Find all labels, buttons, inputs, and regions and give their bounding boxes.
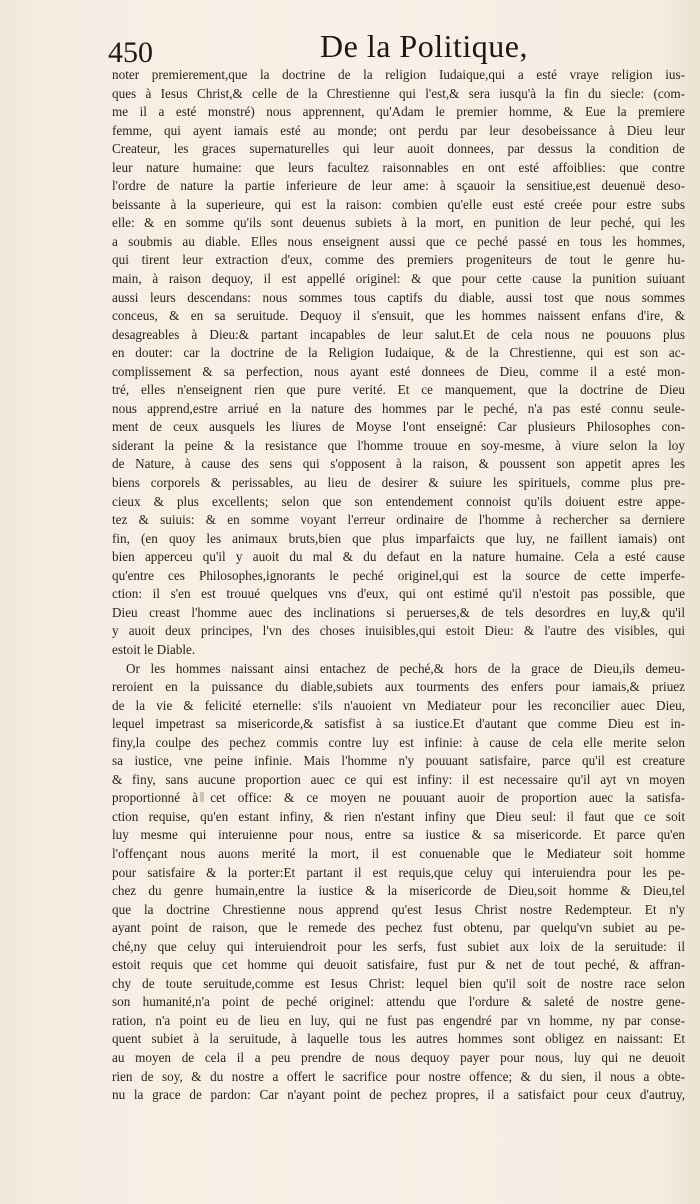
text-line: conceus, & en sa seruitude. Dequoy il s'ensuit, que les hommes naissent enfans d'ire, & (112, 308, 685, 324)
body-text (112, 66, 685, 1105)
text-line: sa iustice, vne peine infinie. Mais l'homme n'y pouuant satisfaire, parce qu'il est creature (112, 753, 685, 769)
text-line: desagreables à Dieu:& partant incapables de leur salut.Et de cela nous ne pouuons plus (112, 326, 685, 342)
text-line: de Nature, à cause des sens qui s'opposent à la raison, & poussent son appetit apres les (112, 456, 685, 472)
text-line: nu la grace de pardon: Car n'ayant point de pechez propres, il a satisfaict pour ceux d'autruy, (112, 1087, 685, 1103)
page-number: 450 (108, 36, 153, 69)
text-line: tré, elles n'enseignent rien que pure verité. Et ce manquement, que la doctrine de Dieu (112, 382, 685, 398)
text-line: Or les hommes naissant ainsi entachez de peché,& hors de la grace de Dieu,ils demeu- (126, 660, 685, 676)
text-line: Createur, les graces supernaturelles qui leur auoit donnees, par dessus la condition de (112, 141, 685, 157)
text-line: aussi leurs descendans: nous sommes tous captifs du diable, aussi tost que nous sommes (112, 289, 685, 305)
text-line: estoit requis que cet homme qui deuoit satisfaire, fust pur & net de tout peché, & affran- (112, 957, 685, 973)
text-line: luy mesme qui interuienne pour nous, entre sa iustice & sa misericorde. Et parce qu'en (112, 827, 685, 843)
text-line: Dieu creast l'homme auec des inclinations si peruerses,& de tels desordres en luy,& qu'il (112, 604, 685, 620)
page-header (108, 28, 688, 68)
ink-smudge (200, 792, 204, 802)
text-line: ction requise, qu'en estant infiny, & rien n'estant infiny que Dieu seul: il faut que ce soit (112, 808, 685, 824)
text-line: & finy, sans aucune proportion auec ce qui est infiny: il est necessaire qu'il ayt vn moyen (112, 771, 685, 787)
text-line: l'offençant nous auons merité la mort, il est conuenable que le Mediateur soit homme (112, 845, 685, 861)
text-line: noter premierement,que la doctrine de la religion Iudaique,qui a esté vraye religion ius- (112, 67, 685, 82)
text-line: leur nature humaine: que leurs facultez raisonnables en ont esté affoiblies: que contre (112, 159, 685, 175)
text-line: ché,ny que celuy qui interuiendroit pour les serfs, fust subiet aux loix de la seruitude: il (112, 938, 685, 954)
text-line: main, à raison dequoy, il est appellé originel: & que pour cette cause la punition suiuant (112, 271, 685, 287)
text-line: femme, qui ayent iamais esté au monde; ont perdu par leur desobeissance à Dieu leur (112, 122, 685, 138)
text-line: ques à Iesus Christ,& celle de la Chrestienne qui l'est,& sera iusqu'à la fin du siecle: (com- (112, 85, 685, 101)
text-line: reroient en la puissance du diable,subiets aux tourments des enfers pour iamais,& priuez (112, 679, 685, 695)
text-line: au moyen de cela il a peu prendre de nous dequoy payer pour nous, luy qui ne deuoit (112, 1049, 685, 1065)
text-line: chez du genre humain,entre la iustice & la misericorde de Dieu,soit homme & Dieu,tel (112, 883, 685, 899)
text-line: estoit le Diable. (112, 641, 196, 657)
running-title: De la Politique, (320, 28, 528, 64)
text-line: de la vie & felicité eternelle: s'ils n'auoient vn Mediateur pour les reconcilier auec Dieu, (112, 697, 685, 713)
text-line: bien apperceu qu'il y auoit du mal & du defaut en la nature humaine. Cela a esté cause (112, 549, 685, 565)
text-line: l'ordre de nature la partie inferieure de leur ame: à sçauoir la sensitiue,est deuenuë deso- (112, 178, 685, 194)
text-line: cieux & plus excellents; selon que son entendement connoist qu'ils doiuent estre appe- (112, 493, 685, 509)
text-line: finy,la coulpe des pechez commis contre luy est infinie: à cause de cela elle merite selon (112, 734, 685, 750)
text-line: en douter: car la doctrine de la Religion Iudaique, & de la Chrestienne, qui est son ac- (112, 345, 685, 361)
text-line: lequel impetrast sa misericorde,& satisfist à sa iustice.Et d'autant que comme Dieu est in- (112, 716, 685, 732)
text-line: biens corporels & perissables, au lieu de desirer & suiure les spirituels, comme plus pre- (112, 475, 685, 491)
text-line: chy de toute seruitude,comme est Iesus Christ: lequel bien qu'il soit de nostre race selon (112, 975, 685, 991)
text-line: que la doctrine Chrestienne nous apprend qu'est Iesus Christ nostre Redempteur. Et n'y (112, 901, 685, 917)
text-line: beissante à la superieure, qui est la raison: combien qu'elle eust esté creée pour estre subs (112, 196, 685, 212)
text-line: ction: il s'en est trouué quelques vns d'eux, qui ont estimé qu'il n'estoit pas possible, que (112, 586, 685, 602)
text-line: ration, n'a point eu de lieu en luy, qui ne fust pas engendré par vn homme, ny par conse- (112, 1012, 685, 1028)
text-line: quent subiet à la seruitude, à laquelle tous les autres hommes sont obligez en naissant: Et (112, 1031, 685, 1047)
text-line: proportionné à cet office: & ce moyen ne pouuant auoir de proportion auec la satisfa- (112, 790, 685, 806)
text-line: y auoit deux principes, l'vn des choses inuisibles,qui estoit Dieu: & l'autre des visibles, qui (112, 623, 685, 639)
text-line: ayant point de raison, que le remede des pechez fust obtenu, par quelqu'vn subiet au pe- (112, 920, 685, 936)
text-line: a soubmis au diable. Elles nous enseignent aussi que ce peché passé en tous les hommes, (112, 233, 685, 249)
text-line: complissement & sa perfection, nous ayant esté donnees de Dieu, comme il a esté mon- (112, 363, 685, 379)
text-line: ment de ceux ausquels les liures de Moyse l'ont enseigné: Car plusieurs Philosophes con- (112, 419, 685, 435)
text-line: fin, (en quoy les animaux bruts,bien que plus imparfaicts que luy, ne faillent iamais) ont (112, 530, 685, 546)
text-line: qui tirent leur extraction d'eux, comme des premiers progeniteurs de tout le genre hu- (112, 252, 685, 268)
text-line: pour satisfaire & la porter:Et partant il est requis,que celuy qui interuiendra pour les pe- (112, 864, 685, 880)
text-line: siderant la peine & la resistance que l'homme trouue en soy-mesme, à viure selon la loy (112, 437, 685, 453)
text-line: rien de soy, & du nostre a offert le sacrifice pour nostre offence; & du sien, il nous a obte- (112, 1068, 685, 1084)
text-line: me il a esté monstré) nous apprennent, qu'Adam le premier homme, & Eue la premiere (112, 104, 685, 120)
text-line: son humanité,n'a point de peché originel: attendu que l'ordure & saleté de nostre gene- (112, 994, 685, 1010)
text-line: tez & suiuis: & en somme voyant l'erreur ordinaire de l'homme à rechercher sa derniere (112, 512, 685, 528)
text-line: qu'entre ces Philosophes,ignorants le peché originel,qui est la source de cette imperfe- (112, 567, 685, 583)
text-line: elle: & en somme qu'ils sont deuenus subiets à la mort, en punition de leur peché, qui les (112, 215, 685, 231)
text-line: nous apprend,estre arriué en la nature des hommes par le peché, n'a pas esté connu seule- (112, 400, 685, 416)
